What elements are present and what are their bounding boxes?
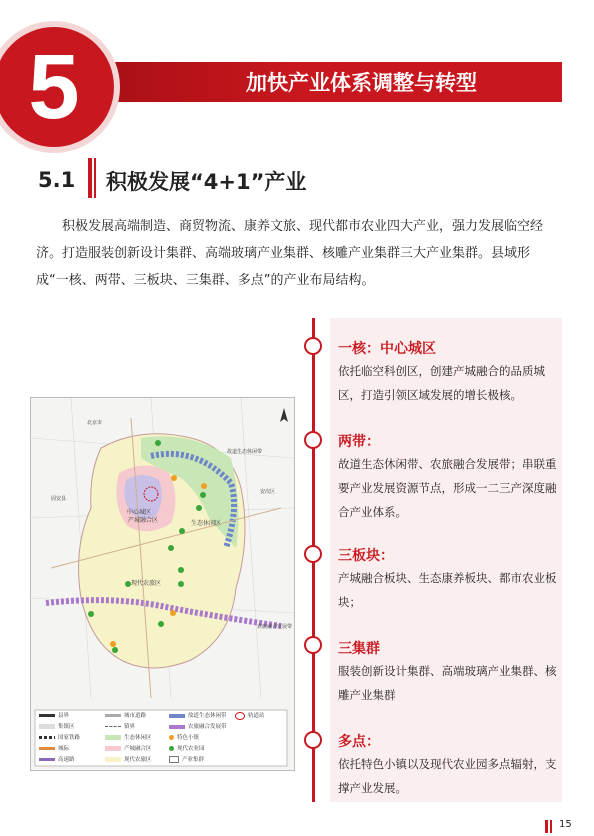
section-title: 积极发展“4+1”产业 bbox=[106, 170, 307, 194]
label-agri: 现代农旅区 bbox=[131, 580, 162, 587]
legend-highway: 高速路 bbox=[58, 757, 75, 763]
legend-national-rail: 国家铁路 bbox=[58, 735, 81, 741]
section-number: 5.1 bbox=[38, 168, 76, 192]
item-title-clusters: 三集群 bbox=[338, 641, 380, 657]
legend-county-border: 县界 bbox=[58, 713, 70, 719]
legend-core-zone: 产城融合区 bbox=[124, 746, 152, 752]
label-core2: 产城融合区 bbox=[128, 517, 159, 524]
timeline-dot bbox=[304, 431, 322, 449]
legend-town-border: 镇界 bbox=[124, 724, 136, 730]
chapter-badge bbox=[0, 27, 114, 147]
chapter-title: 加快产业体系调整与转型 bbox=[246, 71, 477, 95]
page-number-bar-thin bbox=[550, 820, 552, 833]
item-text-clusters: 服装创新设计集群、高端玻璃产业集群、核雕产业集群 bbox=[338, 664, 557, 702]
section-divider bbox=[88, 158, 92, 198]
label-anci: 安次区 bbox=[260, 489, 276, 495]
legend-town-area: 集镇区 bbox=[58, 724, 75, 730]
legend-intercity: 城际 bbox=[58, 746, 70, 752]
item-title-core: 一核：中心城区 bbox=[338, 341, 436, 357]
timeline-dot bbox=[304, 545, 322, 563]
label-guan: 固安县 bbox=[51, 496, 67, 502]
legend-agri-band: 农旅融合发展带 bbox=[188, 724, 227, 730]
item-title-points: 多点： bbox=[338, 734, 380, 750]
label-band1: 农旅融合发展带 bbox=[257, 624, 293, 630]
label-core: 中心城区 bbox=[127, 509, 152, 516]
label-eco: 生态休闲区 bbox=[191, 520, 222, 527]
chapter-number: 5 bbox=[28, 36, 80, 138]
item-text-core: 依托临空科创区，创建产城融合的品质城区，打造引领区域发展的增长极核。 bbox=[338, 364, 545, 402]
legend-rail-station: 轨道站 bbox=[248, 713, 265, 719]
legend-city-road: 城市道路 bbox=[124, 713, 147, 719]
legend-industry-cluster: 产业集群 bbox=[182, 757, 205, 763]
legend-eco-band: 故道生态休闲带 bbox=[188, 713, 227, 719]
item-text-points: 依托特色小镇以及现代农业园多点辐射，支撑产业发展。 bbox=[338, 757, 557, 795]
page-number-bar bbox=[545, 820, 548, 833]
intro-paragraph: 积极发展高端制造、商贸物流、康养文旅、现代都市农业四大产业，强力发展临空经济。打造服装创新设计集群、高端玻璃产业集群、核雕产业集群三大产业集群。县域形成“一核、两带、三板块、三集群、多点”的产业布局结构。 bbox=[36, 219, 544, 288]
item-text-plates: 产城融合板块、生态康养板块、都市农业板块； bbox=[338, 571, 557, 609]
timeline-dot bbox=[304, 731, 322, 749]
label-band2: 故道生态休闲带 bbox=[227, 449, 263, 455]
industry-layout-map bbox=[30, 397, 295, 771]
legend-featured-town: 特色小镇 bbox=[177, 735, 200, 741]
label-beijing: 北京市 bbox=[87, 420, 103, 426]
item-title-plates: 三板块： bbox=[338, 548, 394, 564]
legend-eco-zone: 生态休闲区 bbox=[124, 735, 152, 741]
timeline-dot bbox=[304, 636, 322, 654]
page-number: 15 bbox=[559, 819, 572, 830]
timeline-dot bbox=[304, 337, 322, 355]
item-text-bands: 故道生态休闲带、农旅融合发展带；串联重要产业发展资源节点，形成一二三产深度融合产业体系。 bbox=[338, 457, 557, 519]
item-title-bands: 两带： bbox=[338, 434, 380, 450]
legend-agri-park: 现代农业园 bbox=[177, 746, 205, 752]
section-divider-thin bbox=[94, 158, 96, 198]
legend-agri-zone: 现代农旅区 bbox=[124, 757, 152, 763]
